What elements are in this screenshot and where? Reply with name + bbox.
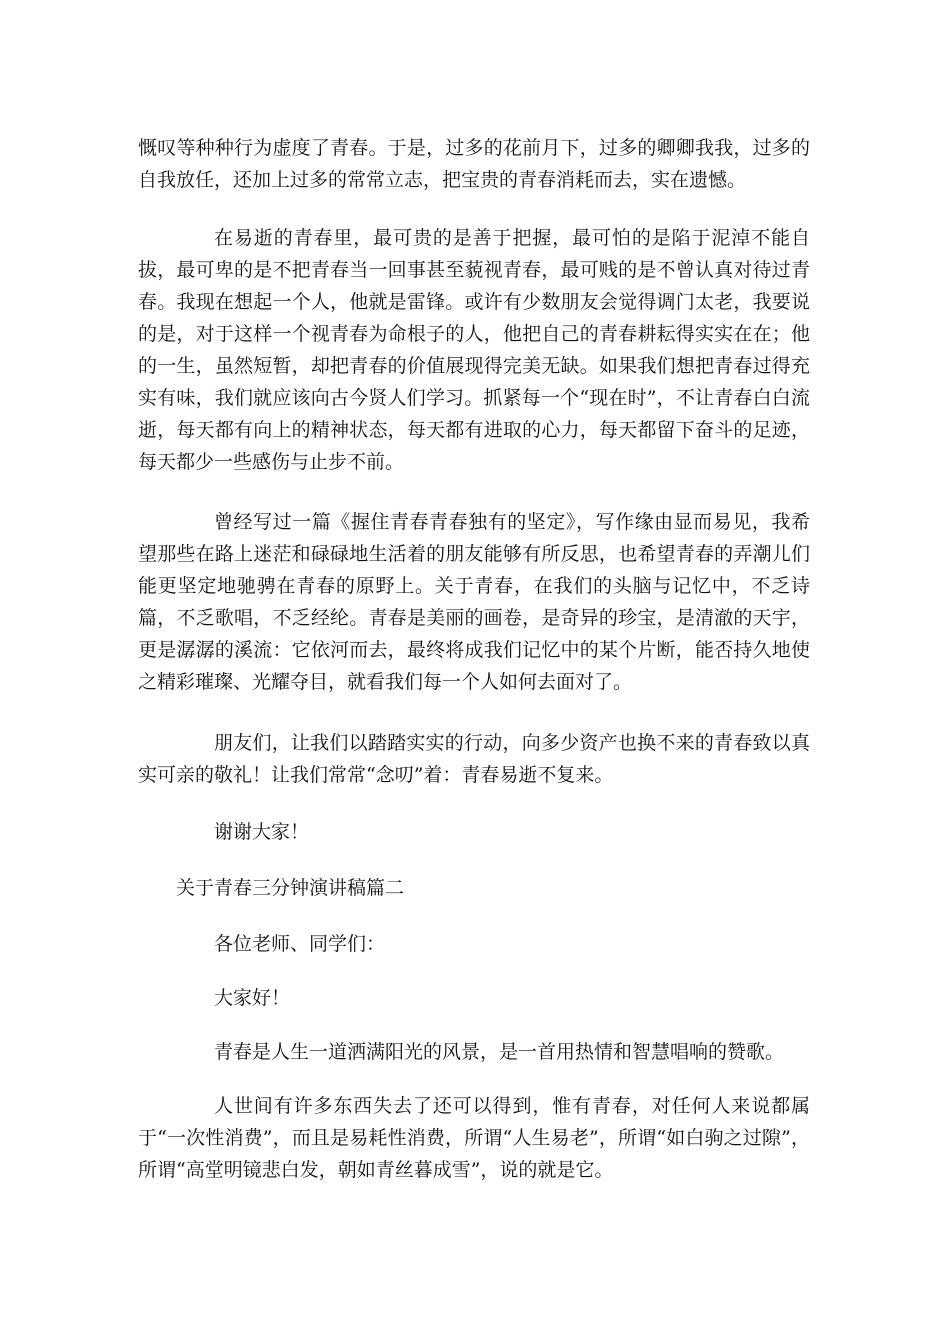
paragraph-seize-youth: 在易逝的青春里，最可贵的是善于把握，最可怕的是陷于泥淖不能自拔，最可卑的是不把青春当一回事甚至藐视青春，最可贱的是不曾认真对待过青春。我现在想起一个人，他就是雷锋。或许有少数朋友会觉得调门太老，我要说的是，对于这样一个视青春为命根子的人，他把自己的青春耕耘得实实在在；他的一生，虽然短暂，却把青春的价值展现得完美无缺。如果我们想把青春过得充实有味，我们就应该向古今贤人们学习。抓紧每一个“现在时”，不让青春白白流逝，每天都有向上的精神状态，每天都有进取的心力，每天都留下奋斗的足迹，每天都少一些感伤与止步不前。 — [138, 227, 810, 473]
salutation: 各位老师、同学们： — [214, 933, 386, 955]
closing-thanks: 谢谢大家！ — [214, 821, 310, 843]
paragraph-youth-scenery: 青春是人生一道洒满阳光的风景，是一首用热情和智慧唱响的赞歌。 — [214, 1041, 785, 1063]
section-heading: 关于青春三分钟演讲稿篇二 — [176, 877, 405, 899]
paragraph-call-to-action: 朋友们，让我们以踏踏实实的行动，向多少资产也换不来的青春致以真实可亲的敬礼！让我们常常“念叨”着：青春易逝不复来。 — [138, 732, 810, 786]
paragraph-continuation: 慨叹等种种行为虚度了青春。于是，过多的花前月下，过多的卿卿我我，过多的自我放任，还加上过多的常常立志，把宝贵的青春消耗而去，实在遗憾。 — [138, 137, 810, 191]
paragraph-one-time-consumption: 人世间有许多东西失去了还可以得到，惟有青春，对任何人来说都属于“一次性消费”，而且是易耗性消费，所谓“人生易老”，所谓“如白驹之过隙”，所谓“高堂明镜悲白发，朝如青丝暮成雪”，说的就是它。 — [138, 1095, 810, 1181]
paragraph-essay-reflection: 曾经写过一篇《握住青春青春独有的坚定》，写作缘由显而易见，我希望那些在路上迷茫和碌碌地生活着的朋友能够有所反思，也希望青春的弄潮儿们能更坚定地驰骋在青春的原野上。关于青春，在我们的头脑与记忆中，不乏诗篇，不乏歌唱，不乏经纶。青春是美丽的画卷，是奇异的珍宝，是清澈的天宇，更是潺潺的溪流：它依河而去，最终将成我们记忆中的某个片断，能否持久地使之精彩璀璨、光耀夺目，就看我们每一个人如何去面对了。 — [138, 511, 810, 693]
greeting: 大家好！ — [214, 987, 291, 1009]
